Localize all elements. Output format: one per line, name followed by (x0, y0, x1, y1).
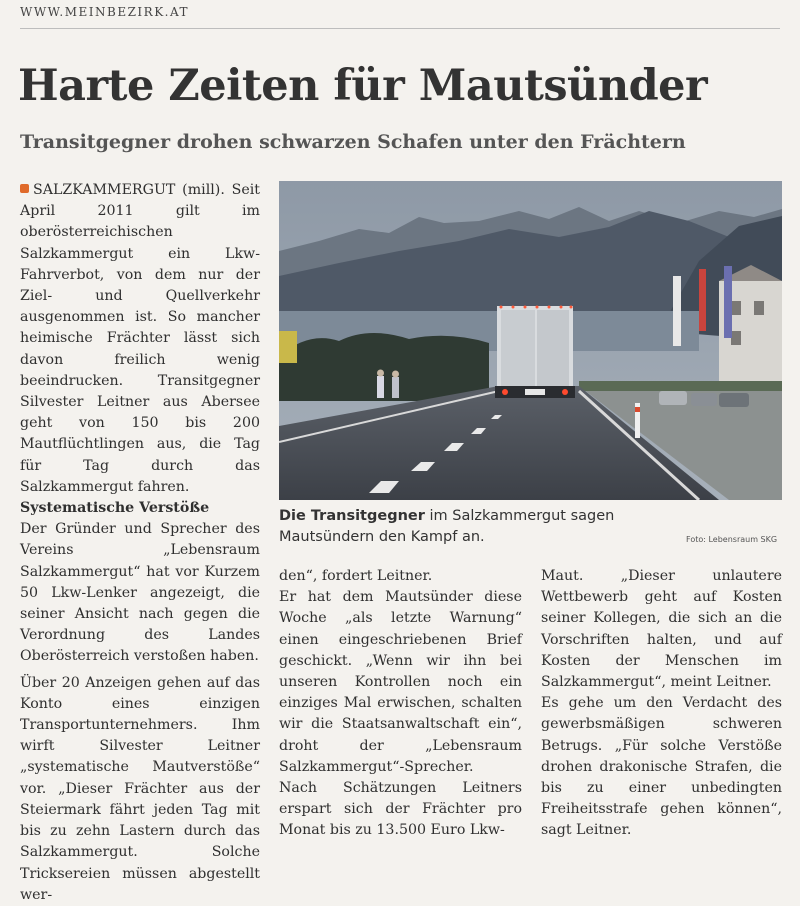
truck-on-road-image (279, 181, 782, 500)
caption-text: im Salzkammergut sagen Mautsündern den Kampf an. (279, 508, 615, 545)
article-photo (279, 181, 782, 500)
paragraph: Über 20 Anzeigen gehen auf das Konto eines einzigen Transportunternehmers. Ihm wirft Silvester Leitner „systematische Mautverstöße“ vor. „Dieser Frächter aus der Steiermark fährt jeden Tag mit bis zu zehn Lastern durch das Salzkammergut. Solche Tricksereien müssen abgestellt wer- (20, 674, 260, 903)
paragraph: Nach Schätzungen Leitners erspart sich der Frächter pro Monat bis zu 13.500 Euro Lkw- (279, 780, 522, 839)
subheadline: Transitgegner drohen schwarzen Schafen unter den Frächtern (20, 131, 686, 153)
article-column-3 (541, 566, 782, 842)
site-url[interactable]: WWW.MEINBEZIRK.AT (20, 5, 189, 19)
paragraph: Er hat dem Mautsünder diese Woche „als letzte Warnung“ einen eingeschriebenen Brief geschickt. „Wenn wir ihn bei unseren Kontrollen noch ein einziges Mal erwischen, schalten wir die Staatsanwaltschaft ein“, droht der „Lebensraum Salzkammergut“-Sprecher. (279, 589, 522, 775)
caption-bold: Die Transitgegner (279, 508, 425, 524)
lead-paragraph (20, 180, 260, 498)
paragraph: Maut. „Dieser unlautere Wettbewerb geht auf Kosten seiner Kollegen, die sich an die Vorschriften halten, und auf Kosten der Menschen im Salzkammergut“, meint Leitner. (541, 568, 782, 691)
article-column-2 (279, 566, 522, 842)
photo-caption (279, 506, 709, 548)
article-column-1 (20, 180, 260, 906)
header-rule (20, 28, 780, 29)
section-subhead: Systematische Verstöße (20, 500, 210, 517)
lead-location: SALZKAMMERGUT (33, 182, 176, 198)
lead-text: (mill). Seit April 2011 gilt im oberösterreichischen Salzkammergut ein Lkw-Fahrverbot, von dem nur der Ziel- und Quellverkehr ausgenommen ist. So mancher heimische Frächter lässt sich davon freilich wenig beeindrucken. Transitgegner Silvester Leitner aus Abersee geht von 150 bis 200 Mautflüchtlingen aus, die Tag für Tag durch das Salzkammergut fahren. (20, 182, 260, 495)
lead-marker-icon (20, 184, 29, 193)
headline: Harte Zeiten für Mautsünder (18, 61, 708, 111)
paragraph: den“, fordert Leitner. (279, 568, 433, 584)
paragraph: Der Gründer und Sprecher des Vereins „Lebensraum Salzkammergut“ hat vor Kurzem 50 Lkw-Lenker angezeigt, die seiner Ansicht nach gegen die Verordnung des Landes Oberösterreich verstoßen haben. (20, 521, 260, 665)
photo-credit: Foto: Lebensraum SKG (686, 535, 778, 544)
paragraph: Es gehe um den Verdacht des gewerbsmäßigen schweren Betrugs. „Für solche Verstöße drohen drakonische Strafen, die bis zu einer unbedingten Freiheitsstrafe gehen können“, sagt Leitner. (541, 695, 782, 839)
